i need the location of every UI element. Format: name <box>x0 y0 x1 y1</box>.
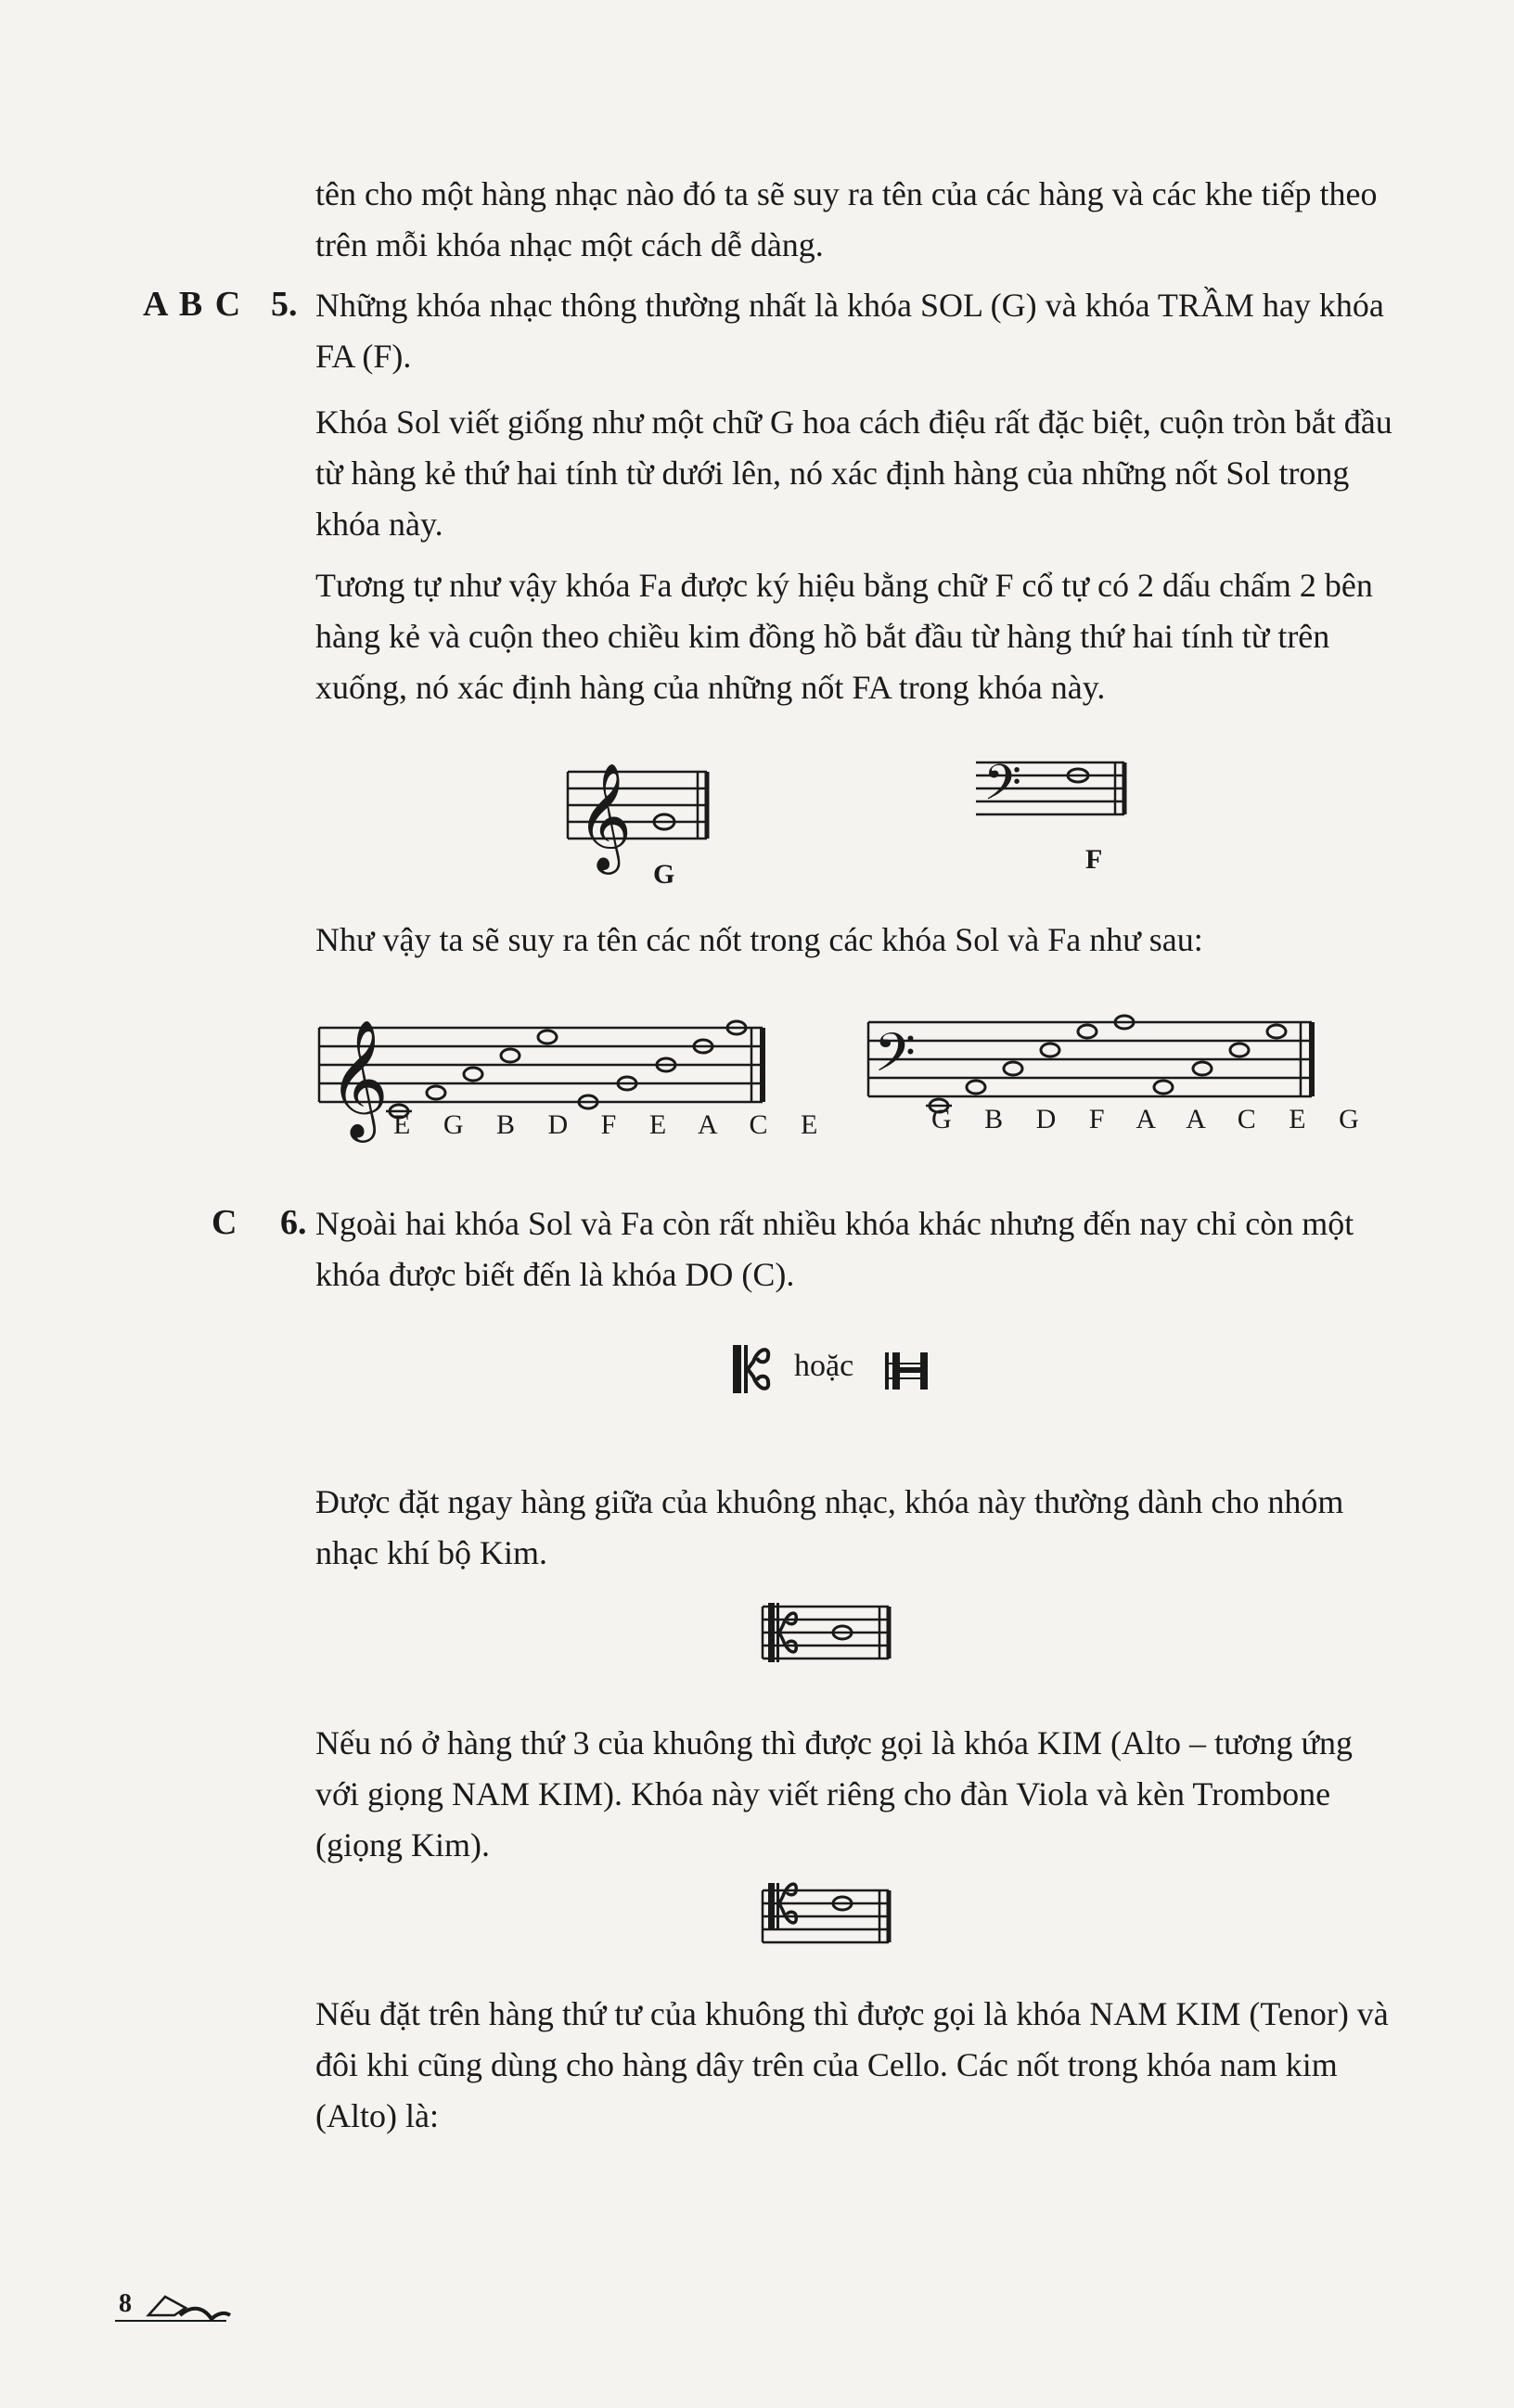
label-g: G <box>653 859 675 890</box>
bass-clef-icon: 𝄢 <box>983 755 1022 824</box>
section-5-para-3: Tương tự như vậy khóa Fa được ký hiệu bằng chữ F cổ tự có 2 dấu chấm 2 bên hàng kẻ và cuộn theo chiều kim đồng hồ bắt đầu từ hàng thứ hai tính từ trên xuống, nó xác định hàng của những nốt FA trong khóa này. <box>315 567 1373 706</box>
tenor-clef-staff <box>763 1883 892 1957</box>
intro-paragraph: tên cho một hàng nhạc nào đó ta sẽ suy ra tên của các hàng và các khe tiếp theo trên mỗi khóa nhạc một cách dễ dàng. <box>315 175 1378 263</box>
treble-clef-staff-small <box>568 761 716 872</box>
c-clef-icon <box>731 1343 772 1395</box>
hoac-label: hoặc <box>794 1349 854 1383</box>
c-clef-alt-icon <box>883 1351 931 1391</box>
bass-clef-staff-small <box>976 753 1134 846</box>
section-5-text: Những khóa nhạc thông thường nhất là khóa SOL (G) và khóa TRẦM hay khóa FA (F). <box>315 287 1384 375</box>
section-6-text: Ngoài hai khóa Sol và Fa còn rất nhiều khóa khác nhưng đến nay chỉ còn một khóa được biết đến là khóa DO (C). <box>315 1205 1354 1293</box>
page-ornament-icon <box>115 2287 236 2334</box>
section-5-number: 5. <box>271 285 298 324</box>
treble-note-letters: E G B D F E A C E <box>393 1109 831 1140</box>
page-number: 8 <box>119 2289 132 2318</box>
section-6-para-3: Nếu nó ở hàng thứ 3 của khuông thì được gọi là khóa KIM (Alto – tương ứng với giọng NAM KIM). Khóa này viết riêng cho đàn Viola và kèn Trombone (giọng Kim). <box>315 1724 1354 1864</box>
section-5-para-4: Như vậy ta sẽ suy ra tên các nốt trong các khóa Sol và Fa như sau: <box>315 921 1203 958</box>
section-5-para-2: Khóa Sol viết giống như một chữ G hoa cách điệu rất đặc biệt, cuộn tròn bắt đầu từ hàng kẻ thứ hai tính từ dưới lên, nó xác định hàng của những nốt Sol trong khóa này. <box>315 403 1392 543</box>
treble-notes <box>390 1021 746 1118</box>
bass-clef-icon: 𝄢 <box>874 1021 917 1097</box>
bass-note-staff <box>868 1005 1314 1117</box>
section-6-para-2: Được đặt ngay hàng giữa của khuông nhạc, khóa này thường dành cho nhóm nhạc khí bộ Kim. <box>315 1483 1344 1571</box>
label-f: F <box>1085 844 1103 875</box>
section-6-tag: C <box>212 1203 239 1242</box>
treble-clef-icon: 𝄞 <box>577 762 633 870</box>
treble-clef-icon: 𝄞 <box>328 1018 390 1137</box>
section-6-para-4: Nếu đặt trên hàng thứ tư của khuông thì được gọi là khóa NAM KIM (Tenor) và đôi khi cũng dùng cho hàng dây trên của Cello. Các nốt trong khóa nam kim (Alto) là: <box>315 1995 1389 2134</box>
bass-note-letters: G B D F A A C E G <box>931 1104 1372 1134</box>
section-5-tag: A B C <box>143 285 243 324</box>
bass-notes <box>930 1016 1286 1112</box>
section-6-number: 6. <box>280 1203 307 1242</box>
alto-clef-staff <box>763 1599 892 1673</box>
